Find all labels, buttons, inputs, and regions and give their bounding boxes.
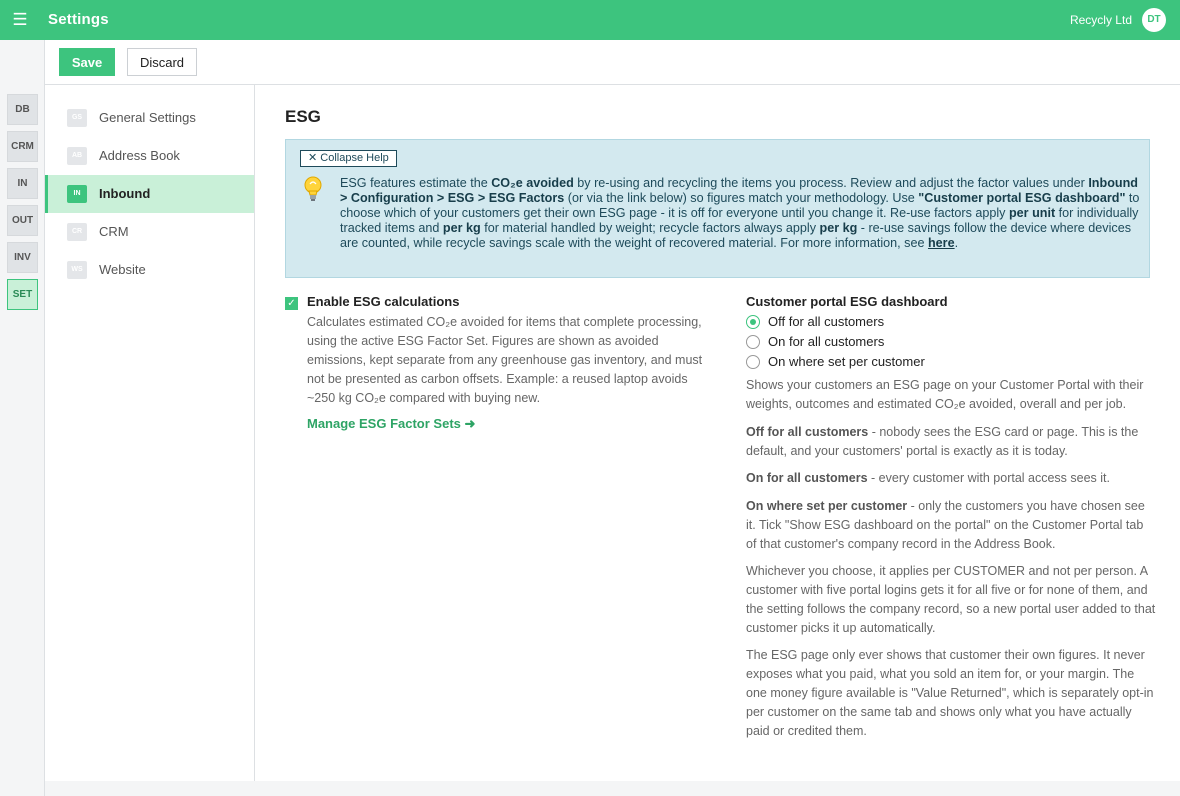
rail-item-in[interactable]: IN bbox=[7, 168, 38, 199]
portal-whichever-note: Whichever you choose, it applies per CUSTOMER and not per person. A customer with five portal logins gets it for all five or for none of them, and the setting follows the company record, so a new portal user added to that customer picks it up automatically. bbox=[746, 564, 1156, 635]
settings-nav bbox=[45, 85, 255, 781]
rail-item-crm[interactable]: CRM bbox=[7, 131, 38, 162]
enable-esg-description: Calculates estimated CO₂e avoided for items that complete processing, using the active ESG Factor Set. Figures are shown as avoided emissions, kept separate from any greenhouse gas inventory, and must not be presented as carbon offsets. Example: a reused laptop avoids ~250 kg CO₂e compared with buying new. bbox=[307, 315, 703, 405]
portal-off-explanation: Off for all customers - nobody sees the ESG card or page. This is the default, and your customers' portal is exactly as it is today. bbox=[746, 425, 1139, 458]
portal-per-customer-explanation: On where set per customer - only the customers you have chosen see it. Tick "Show ESG dashboard on the portal" on the Customer Portal tab of that customer's company record in the Address Book. bbox=[746, 499, 1145, 551]
app-title: Settings bbox=[48, 11, 109, 28]
avatar[interactable]: DT bbox=[1142, 8, 1166, 32]
nav-badge: GS bbox=[67, 109, 87, 127]
nav-badge: AB bbox=[67, 147, 87, 165]
nav-label: CRM bbox=[99, 224, 129, 239]
portal-on-explanation: On for all customers - every customer with portal access sees it. bbox=[746, 471, 1111, 485]
nav-item-inbound[interactable] bbox=[45, 175, 254, 213]
action-bar bbox=[45, 40, 1180, 85]
nav-item-crm[interactable] bbox=[45, 213, 254, 251]
nav-badge: CR bbox=[67, 223, 87, 241]
collapse-help-button[interactable]: ✕ Collapse Help bbox=[300, 150, 397, 167]
manage-esg-factor-sets-link[interactable]: Manage ESG Factor Sets ➜ bbox=[307, 416, 476, 431]
portal-dashboard-title: Customer portal ESG dashboard bbox=[746, 294, 948, 309]
radio-label[interactable]: On where set per customer bbox=[768, 354, 925, 369]
main-content bbox=[255, 85, 1180, 781]
top-bar bbox=[0, 0, 1180, 40]
page-title: ESG bbox=[285, 107, 321, 126]
help-text: ESG features estimate the CO₂e avoided by re-using and recycling the items you process. Review and adjust the factor values under Inbound > Configuration > ESG > ESG Factors (or via the link below) so figures match your methodology. Use "Customer portal ESG dashboard" to choose which of your customers get their own ESG page - it is off for everyone until you change it. Re-use factors apply per unit for individually tracked items and per kg for material handled by weight; recycle factors always apply per kg - re-use savings follow the device where devices are counted, while recycle savings scale with the weight of recovered material. For more information, see here. bbox=[340, 176, 1140, 250]
rail-item-out[interactable]: OUT bbox=[7, 205, 38, 236]
nav-label: Website bbox=[99, 262, 146, 277]
portal-intro: Shows your customers an ESG page on your Customer Portal with their weights, outcomes and estimated CO₂e avoided, overall and per job. bbox=[746, 378, 1144, 411]
help-link-here[interactable]: here bbox=[927, 236, 955, 250]
portal-own-figures-note: The ESG page only ever shows that customer their own figures. It never exposes what you paid, what you sold an item for, or your margin. The one money figure available is "Value Returned", which is separately opt-in per customer on the same tab and shows only what you have actually paid or credited them. bbox=[746, 648, 1154, 738]
rail-item-inv[interactable]: INV bbox=[7, 242, 38, 273]
help-panel bbox=[285, 139, 1150, 278]
nav-label: Inbound bbox=[99, 186, 151, 201]
enable-esg-checkbox[interactable]: ✓ bbox=[285, 297, 298, 310]
nav-label: Address Book bbox=[99, 148, 180, 163]
nav-item-website[interactable] bbox=[45, 251, 254, 289]
radio-dot[interactable] bbox=[746, 355, 760, 369]
company-name[interactable]: Recycly Ltd bbox=[1069, 13, 1132, 27]
nav-item-address-book[interactable] bbox=[45, 137, 254, 175]
radio-dot[interactable] bbox=[746, 335, 760, 349]
discard-button[interactable]: Discard bbox=[127, 48, 197, 76]
enable-esg-label[interactable]: Enable ESG calculations bbox=[307, 294, 460, 309]
rail-item-set[interactable]: SET bbox=[7, 279, 38, 310]
module-rail bbox=[0, 40, 45, 796]
nav-badge: IN bbox=[67, 185, 87, 203]
radio-label[interactable]: Off for all customers bbox=[768, 314, 885, 329]
save-button[interactable]: Save bbox=[59, 48, 115, 76]
rail-item-db[interactable]: DB bbox=[7, 94, 38, 125]
nav-badge: WS bbox=[67, 261, 87, 279]
radio-dot[interactable] bbox=[746, 315, 760, 329]
nav-item-general-settings[interactable] bbox=[45, 99, 254, 137]
hamburger-icon[interactable]: ☰ bbox=[12, 10, 28, 29]
radio-label[interactable]: On for all customers bbox=[768, 334, 885, 349]
nav-label: General Settings bbox=[99, 110, 196, 125]
lightbulb-icon bbox=[302, 176, 324, 202]
